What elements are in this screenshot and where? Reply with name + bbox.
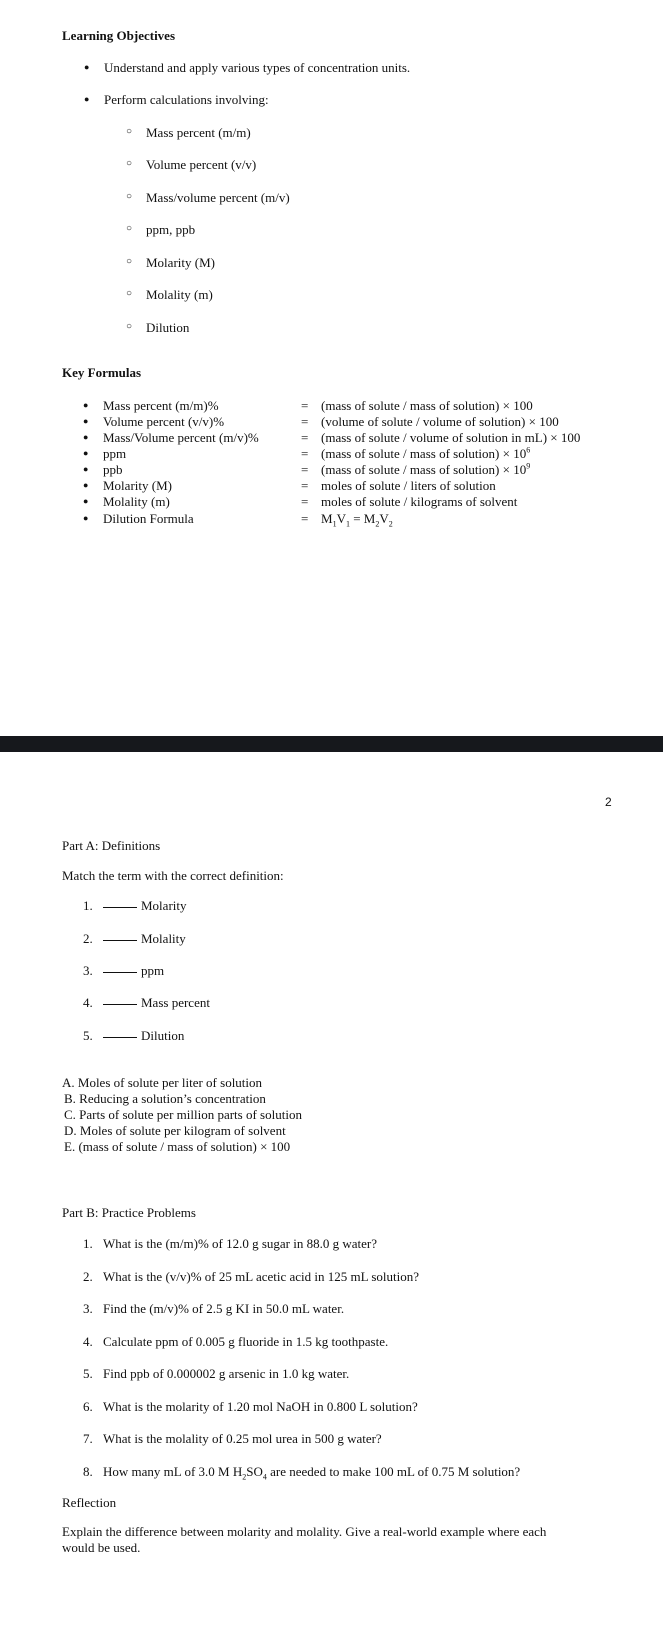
formula-row: [0, 430, 663, 446]
exponent: 9: [526, 461, 531, 471]
key-formulas-heading: Key Formulas: [62, 365, 142, 380]
definition: C. Parts of solute per million parts of solution: [64, 1107, 302, 1122]
formula-row: [0, 398, 663, 414]
formula-expression: (mass of solute / mass of solution) × $10^9$: [321, 461, 531, 477]
objective-sub-item: ○ Molarity (M): [146, 255, 215, 271]
formula-expression: (mass of solute / mass of solution) × 100: [321, 398, 533, 413]
objective-sub-item: ○ Dilution: [146, 320, 189, 336]
objective-sub-item: ○ Volume percent (v/v): [146, 157, 256, 173]
exponent: 6: [526, 445, 531, 455]
answer-blank[interactable]: [103, 907, 137, 908]
formula-row: [0, 414, 663, 430]
reflection-prompt-line-1: Explain the difference between molarity and molality. Give a real-world example where each: [62, 1524, 547, 1539]
formula-row: [0, 494, 663, 510]
equals-sign: =: [301, 430, 309, 445]
formula-expression: moles of solute / kilograms of solvent: [321, 494, 518, 509]
objective-sub-item: ○ Mass percent (m/m): [146, 125, 251, 141]
formula-expression: (volume of solute / volume of solution) × 100: [321, 414, 559, 429]
equals-sign: =: [301, 462, 309, 477]
definition: A. Moles of solute per liter of solution: [62, 1075, 263, 1090]
objective-bullet-1: ● Understand and apply various types of concentration units.: [104, 60, 410, 76]
equals-sign: =: [301, 511, 309, 526]
equals-sign: =: [301, 446, 309, 461]
equals-sign: =: [301, 414, 309, 429]
objective-bullet-2: ● Perform calculations involving:: [104, 92, 269, 108]
objective-sub-item: ○ ppm, ppb: [146, 222, 195, 238]
formula-row: [0, 511, 663, 527]
formula-term: ● Mass percent (m/m)%: [103, 398, 219, 414]
reflection-prompt-line-2: would be used.: [62, 1540, 141, 1555]
formula-term: ● ppb: [103, 462, 123, 478]
formula-row: [0, 462, 663, 478]
formula-expression: (mass of solute / volume of solution in mL) × 100: [321, 430, 581, 445]
part-a-heading: Part A: Definitions: [62, 838, 161, 853]
part-a-instruction: Match the term with the correct definition:: [62, 868, 284, 883]
definition: D. Moles of solute per kilogram of solvent: [64, 1123, 286, 1138]
formula-term: ● Mass/Volume percent (m/v)%: [103, 430, 259, 446]
formula-row: [0, 446, 663, 462]
equals-sign: =: [301, 494, 309, 509]
equals-sign: =: [301, 478, 309, 493]
formula-term: ● Dilution Formula: [103, 511, 194, 527]
answer-blank[interactable]: [103, 1037, 137, 1038]
objective-sub-item: ○ Molality (m): [146, 287, 213, 303]
formula-term: ● Molarity (M): [103, 478, 172, 494]
answer-blank[interactable]: [103, 972, 137, 973]
equals-sign: =: [301, 398, 309, 413]
part-b-heading: Part B: Practice Problems: [62, 1205, 196, 1220]
formula-expression: (mass of solute / mass of solution) × $10^6$: [321, 445, 531, 461]
definition: E. (mass of solute / mass of solution) × 100: [64, 1139, 291, 1154]
answer-blank[interactable]: [103, 940, 137, 941]
formula-term: ● Molality (m): [103, 494, 170, 510]
definition: B. Reducing a solution’s concentration: [64, 1091, 266, 1106]
formula-term: ● Volume percent (v/v)%: [103, 414, 224, 430]
formula-expression: moles of solute / liters of solution: [321, 478, 496, 493]
page-number: 2: [605, 795, 612, 809]
dilution-formula: $M_1V_1 = M_2V_2$: [321, 511, 393, 529]
learning-objectives-heading: Learning Objectives: [62, 28, 176, 43]
formula-row: [0, 478, 663, 494]
page-separator: [0, 736, 663, 752]
formula-term: ● ppm: [103, 446, 126, 462]
objective-sub-item: ○ Mass/volume percent (m/v): [146, 190, 290, 206]
answer-blank[interactable]: [103, 1004, 137, 1005]
reflection-heading: Reflection: [62, 1495, 117, 1510]
